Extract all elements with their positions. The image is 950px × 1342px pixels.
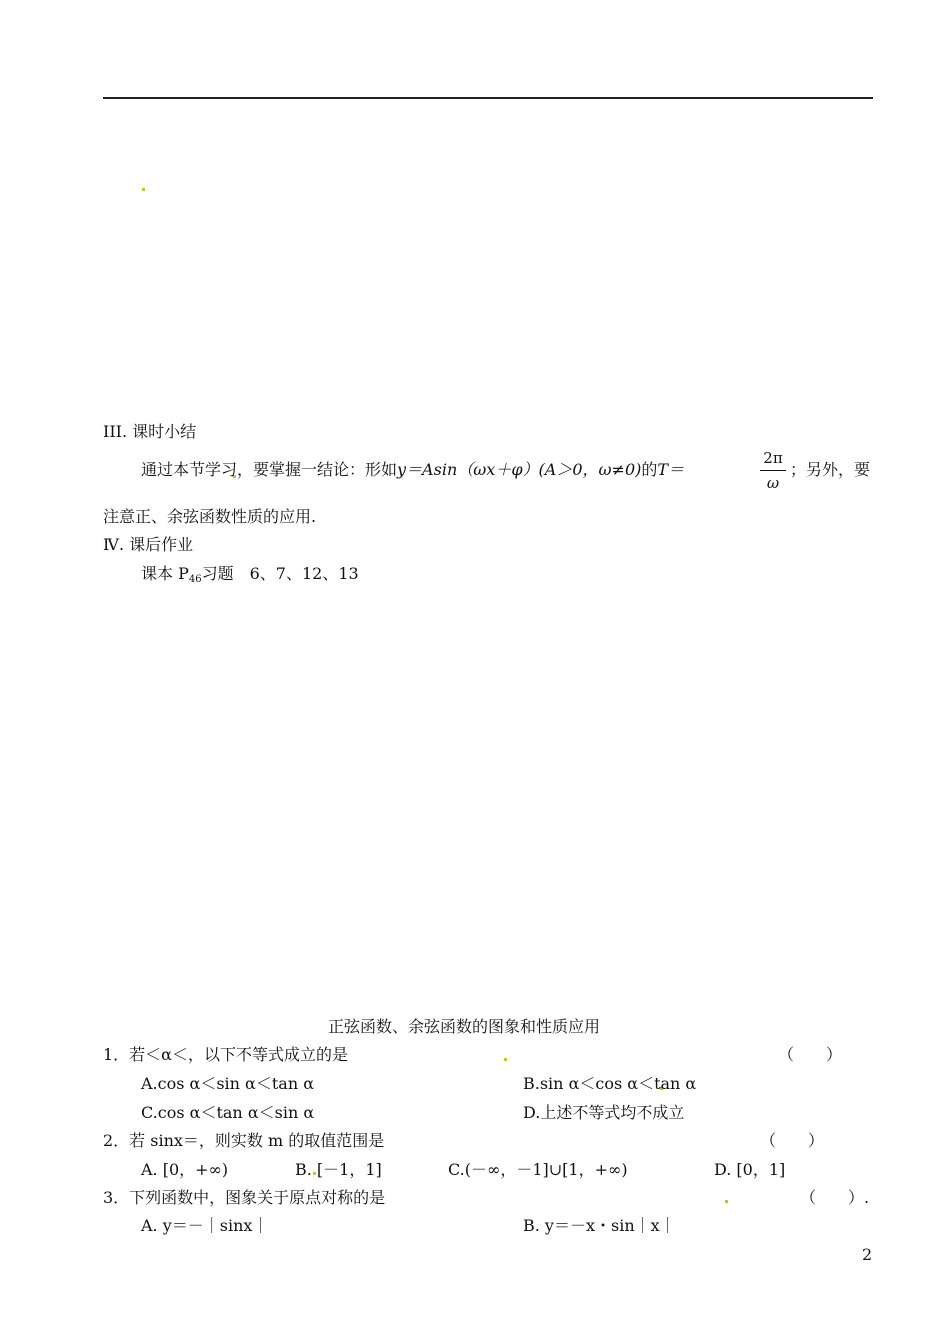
q1-option-b: B.sin α＜cos α＜tan α [523,1074,697,1093]
homework-page-subscript: 46 [188,574,202,585]
summary-heading: III. 课时小结 [103,422,197,441]
q2-stem: 2．若 sinx＝，则实数 m 的取值范围是 [103,1131,385,1150]
page-number: 2 [862,1245,873,1264]
q2-answer-bracket: （ ） [760,1131,825,1150]
speck-mark [504,1058,507,1061]
q3-stem: 3．下列函数中，图象关于原点对称的是 [103,1188,386,1207]
q2-option-c: C.(－∞，－1]∪[1，+∞) [448,1160,628,1179]
q2-option-b: B. [－1，1] [295,1160,382,1179]
q1-answer-bracket: （ ） [778,1045,843,1064]
q2-option-a: A. [0，+∞) [141,1160,229,1179]
speck-mark [142,188,145,191]
summary-text-mid: 的 [641,460,658,479]
q3-option-b: B. y＝－x・sin｜x｜ [523,1216,676,1235]
exercise-title: 正弦函数、余弦函数的图象和性质应用 [328,1017,601,1036]
q1-option-d: D.上述不等式均不成立 [523,1103,685,1122]
q2-option-d: D. [0，1] [714,1160,786,1179]
period-symbol: T＝ [657,460,685,479]
q1-option-c: C.cos α＜tan α＜sin α [141,1103,315,1122]
fraction-bar [760,470,786,471]
homework-text [141,564,359,590]
summary-text-post: ；另外，要 [790,460,871,479]
summary-text-pre: 通过本节学习，要掌握一结论：形如 [141,460,398,479]
q3-answer-bracket: （ ）. [800,1188,870,1207]
summary-line-1 [141,460,684,480]
header-rule [103,97,873,99]
q1-option-a: A.cos α＜sin α＜tan α [141,1074,315,1093]
homework-text-pre: 课本 P [141,564,189,583]
fraction-numerator: 2π [763,449,783,467]
period-fraction [760,448,786,493]
q3-option-a: A. y＝－｜sinx｜ [141,1216,269,1235]
q1-stem: 1．若＜α＜，以下不等式成立的是 [103,1045,348,1064]
homework-text-post: 习题 6、7、12、13 [201,564,359,583]
summary-line-2: 注意正、余弦函数性质的应用. [103,507,317,526]
homework-heading: Ⅳ. 课后作业 [103,535,194,554]
function-formula: y＝Asin（ωx＋φ）(A＞0，ω≠0) [397,460,642,479]
fraction-denominator: ω [766,474,780,492]
speck-mark [725,1200,728,1203]
